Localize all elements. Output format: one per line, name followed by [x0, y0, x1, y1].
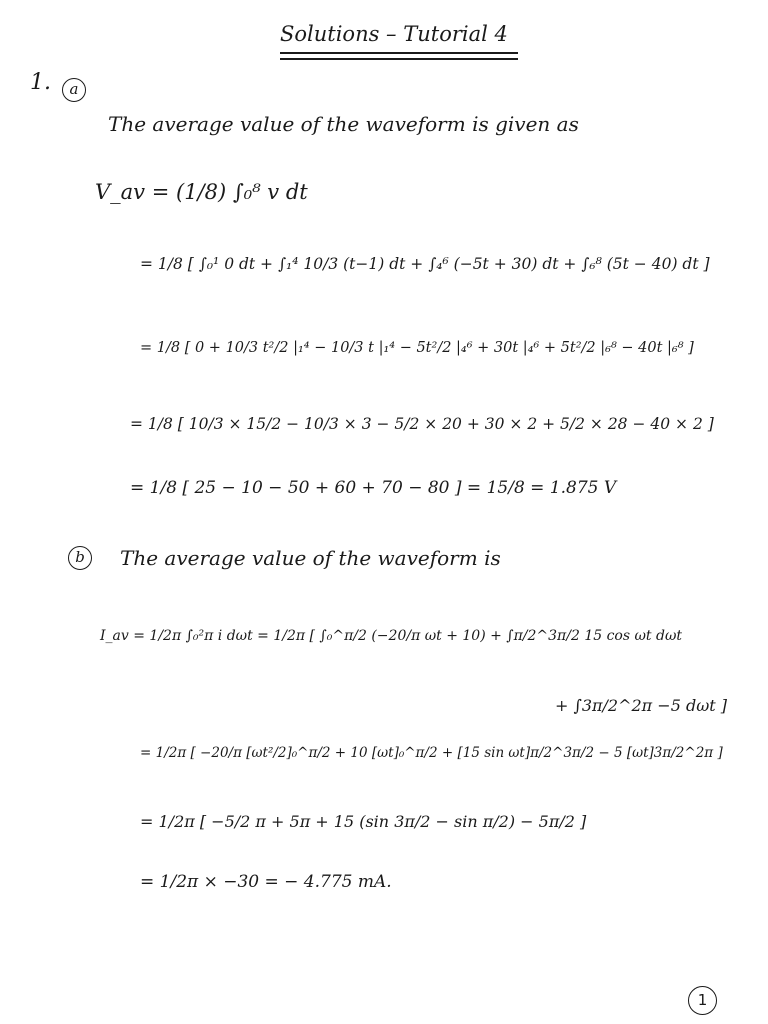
- page-title: Solutions – Tutorial 4: [280, 22, 508, 46]
- part-b-line-3: = 1/2π [ −20/π [ωt²/2]₀^π/2 + 10 [ωt]₀^π/2 + [15 sin ωt]π/2^3π/2 − 5 [ωt]3π/2^2π ]: [140, 745, 723, 761]
- part-a-label: a: [62, 78, 86, 102]
- part-b-line-4: = 1/2π [ −5/2 π + 5π + 15 (sin 3π/2 − sin π/2) − 5π/2 ]: [140, 812, 587, 831]
- title-underline: [280, 52, 518, 54]
- part-a-line-3: = 1/8 [ 0 + 10/3 t²/2 |₁⁴ − 10/3 t |₁⁴ − 5t²/2 |₄⁶ + 30t |₄⁶ + 5t²/2 |₆⁸ − 40t |₆⁸ ]: [140, 340, 694, 356]
- page-number: 1: [688, 986, 717, 1015]
- part-b-label: b: [68, 546, 92, 570]
- part-b-line-5: = 1/2π × −30 = − 4.775 mA.: [140, 872, 392, 892]
- part-a-line-5: = 1/8 [ 25 − 10 − 50 + 60 + 70 − 80 ] = 15/8 = 1.875 V: [130, 478, 617, 498]
- part-b-line-1: I_av = 1/2π ∫₀²π i dωt = 1/2π [ ∫₀^π/2 (−20/π ωt + 10) + ∫π/2^3π/2 15 cos ωt dωt: [100, 628, 682, 644]
- part-a-line-1: V_av = (1/8) ∫₀⁸ v dt: [95, 180, 308, 204]
- part-a-line-4: = 1/8 [ 10/3 × 15/2 − 10/3 × 3 − 5/2 × 20 + 30 × 2 + 5/2 × 28 − 40 × 2 ]: [130, 415, 714, 433]
- part-b-intro: The average value of the waveform is: [120, 546, 501, 570]
- title-underline-2: [280, 58, 518, 60]
- part-b-line-2: + ∫3π/2^2π −5 dωt ]: [555, 696, 727, 715]
- part-a-intro: The average value of the waveform is given as: [108, 112, 579, 136]
- question-number: 1.: [30, 70, 51, 95]
- part-a-line-2: = 1/8 [ ∫₀¹ 0 dt + ∫₁⁴ 10/3 (t−1) dt + ∫₄⁶ (−5t + 30) dt + ∫₆⁸ (5t − 40) dt ]: [140, 255, 710, 273]
